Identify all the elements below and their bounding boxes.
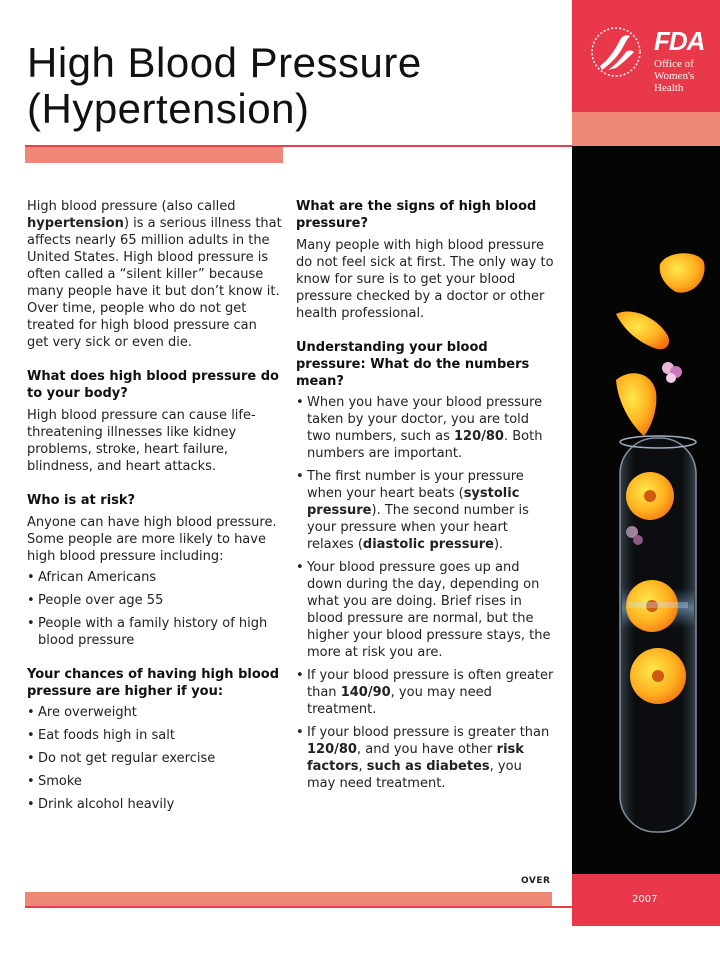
heading-signs: What are the signs of high blood pressure? [296, 199, 537, 231]
heading-effects: What does high blood pressure do to your body? [27, 369, 279, 401]
title-line-2: (Hypertension) [27, 85, 310, 132]
logo-line-3: Health [654, 82, 684, 94]
intro-paragraph: High blood pressure (also called hypertension) is a serious illness that affects nearly 65 million adults in the United States. High blood pressure is often called a “silent killer” because many people have it but don’t know it. Over time, people who do not get treated for high blood pressure can get very sick or even die. [27, 199, 282, 350]
list-item: • Do not get regular exercise [27, 750, 282, 767]
risk-list [27, 569, 282, 649]
effects-paragraph: High blood pressure can cause life-threatening illnesses like kidney problems, stroke, heart failure, blindness, and heart attacks. [27, 408, 256, 474]
flower-test-tube-image [572, 146, 720, 874]
list-item: • If your blood pressure is greater than 120/80, and you have other risk factors, such as diabetes, you may need treatment. [296, 724, 554, 792]
left-column [27, 198, 282, 813]
list-item: • Drink alcohol heavily [27, 796, 282, 813]
list-item: • Your blood pressure goes up and down during the day, depending on what you are doing. Brief rises in blood pressure are normal, but the higher your blood pressure stays, the more at risk you are. [296, 559, 554, 661]
side-bottom-margin [572, 926, 720, 960]
signs-paragraph: Many people with high blood pressure do not feel sick at first. The only way to know for sure is to get your blood pressure checked by a doctor or other health professional. [296, 238, 554, 321]
heading-risk: Who is at risk? [27, 493, 136, 508]
page-title [27, 40, 422, 132]
tube-flower [626, 472, 674, 520]
bottom-divider [25, 906, 572, 908]
bottom-accent-bar [25, 892, 552, 906]
top-accent-bar [25, 147, 283, 163]
side-pink-band [572, 112, 720, 146]
year-label: 2007 [632, 894, 658, 905]
right-column [296, 198, 554, 792]
risk-paragraph: Anyone can have high blood pressure. Some people are more likely to have high blood pressure including: [27, 515, 277, 564]
title-line-1: High Blood Pressure [27, 39, 422, 86]
list-item: • Are overweight [27, 704, 282, 721]
list-item: • Smoke [27, 773, 282, 790]
heading-chances: Your chances of having high blood pressure are higher if you: [27, 667, 280, 699]
logo-line-1: Office of [654, 58, 694, 70]
list-item: • When you have your blood pressure taken by your doctor, you are told two numbers, such as 120/80. Both numbers are important. [296, 394, 554, 462]
over-label: OVER [521, 876, 551, 886]
list-item: • If your blood pressure is often greater than 140/90, you may need treatment. [296, 667, 554, 718]
list-item: • The first number is your pressure when your heart beats (systolic pressure). The second number is your pressure when your heart relaxes (diastolic pressure). [296, 468, 554, 553]
list-item: • People over age 55 [27, 592, 282, 609]
numbers-list [296, 394, 554, 792]
fda-logo [654, 28, 704, 94]
list-item: • Eat foods high in salt [27, 727, 282, 744]
chances-list [27, 704, 282, 813]
list-item: • People with a family history of high blood pressure [27, 615, 282, 649]
fda-wordmark: FDA [654, 26, 705, 56]
list-item: • African Americans [27, 569, 282, 586]
heading-numbers: Understanding your blood pressure: What do the numbers mean? [296, 340, 530, 389]
logo-line-2: Women's [654, 70, 695, 82]
hhs-seal-icon [590, 22, 642, 82]
